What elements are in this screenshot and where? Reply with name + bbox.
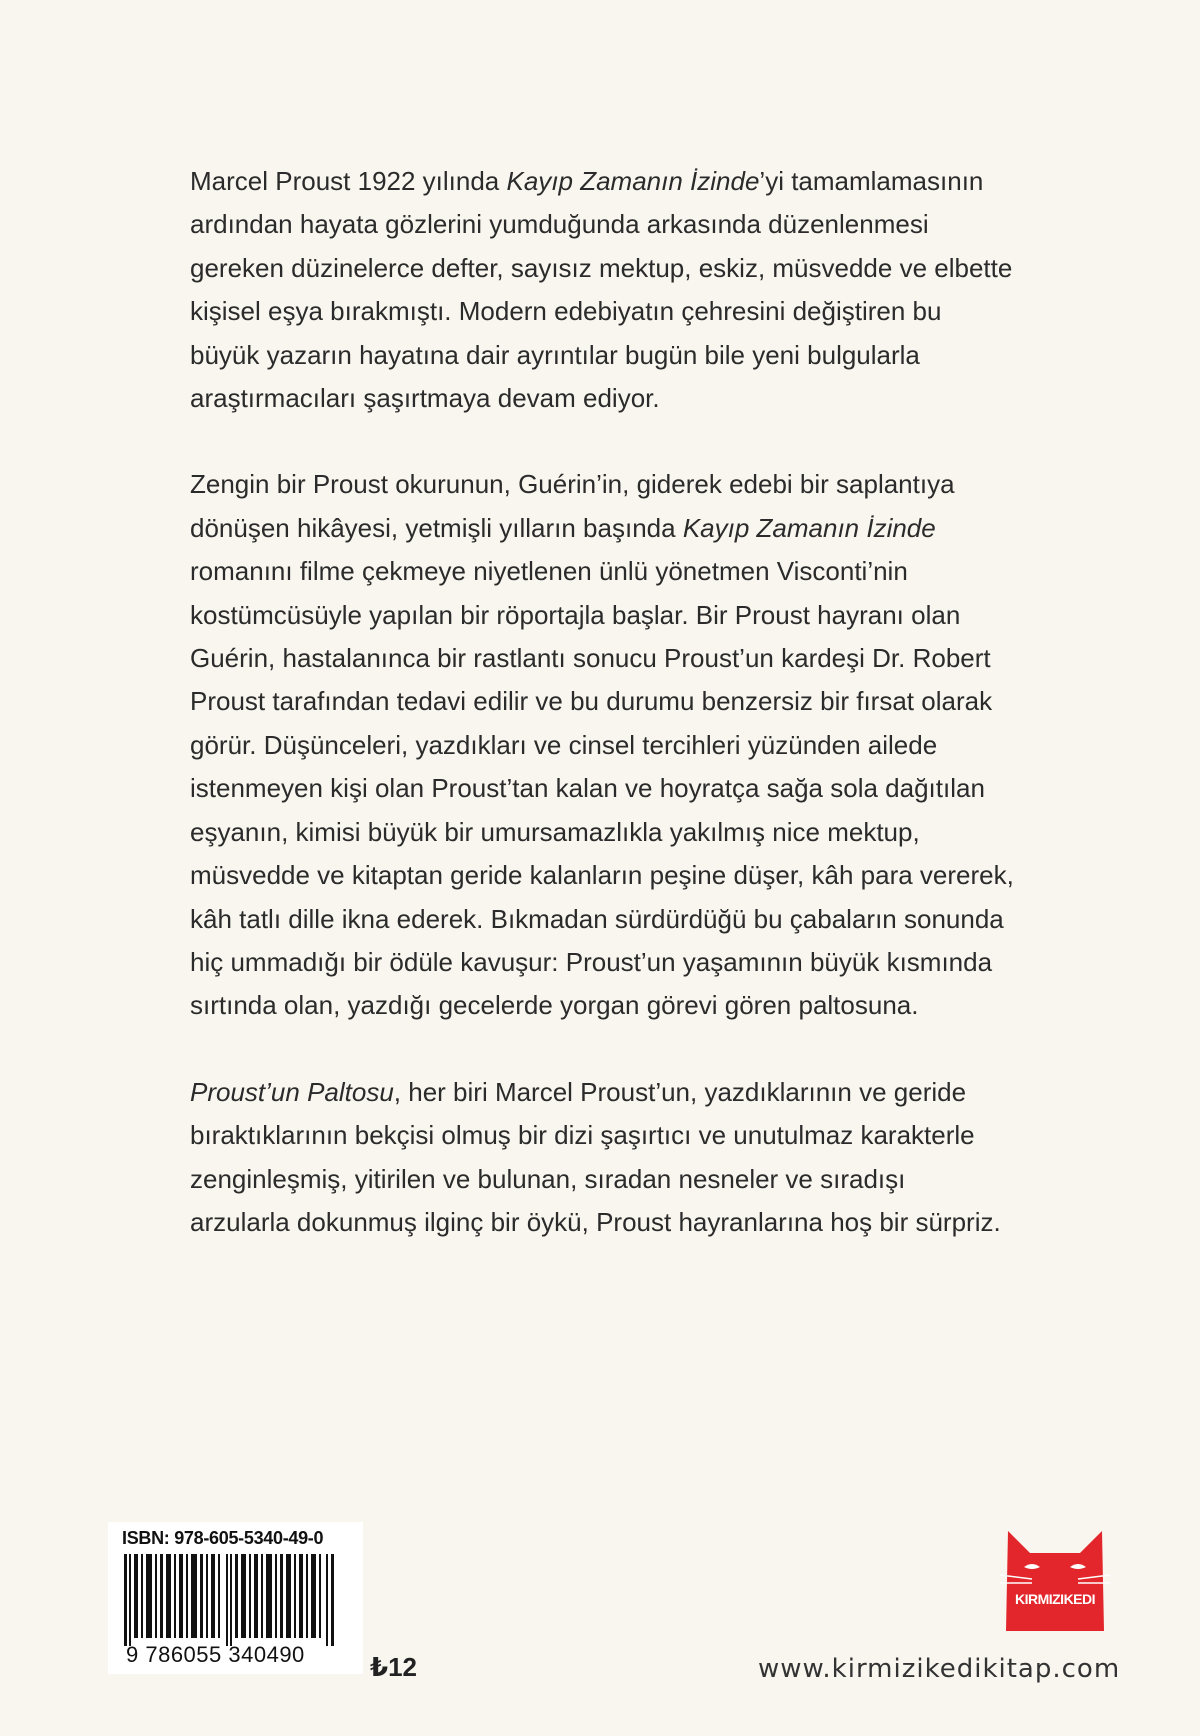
text-line: kostümcüsüyle yapılan bir röportajla başlar. Bir Proust hayranı olan	[190, 599, 961, 630]
text-line: kişisel eşya bırakmıştı. Modern edebiyatın çehresini değiştiren bu	[190, 296, 942, 327]
text-line	[190, 507, 1070, 550]
isbn-barcode	[108, 1522, 363, 1674]
book-title-italic: Kayıp Zamanın İzinde	[682, 512, 936, 543]
book-title-italic: Proust’un Paltosu	[190, 1076, 394, 1107]
text-segment: Marcel Proust 1922 yılında	[190, 166, 507, 196]
text-segment: dönüşen hikâyesi, yetmişli yılların başında	[190, 512, 683, 543]
text-line: gereken düzinelerce defter, sayısız mektup, eskiz, müsvedde ve elbette	[190, 252, 1013, 283]
isbn-label: ISBN: 978-605-5340-49-0	[122, 1528, 324, 1548]
paragraph-1	[190, 160, 1070, 420]
text-line: bıraktıklarının bekçisi olmuş bir dizi şaşırtıcı ve unutulmaz karakterle	[190, 1120, 975, 1151]
logo-text: KIRMIZIKEDI	[1014, 1591, 1096, 1607]
barcode-bars	[122, 1554, 342, 1646]
text-line: eşyanın, kimisi büyük bir umursamazlıkla yakılmış nice mektup,	[190, 816, 920, 847]
text-line: kâh tatlı dille ikna ederek. Bıkmadan sürdürdüğü bu çabaların sonunda	[190, 903, 1004, 934]
text-line: Zengin bir Proust okurunun, Guérin’in, giderek edebi bir saplantıya	[190, 469, 955, 500]
text-line	[190, 160, 1070, 203]
text-segment: , her biri Marcel Proust’un, yazdıklarının ve geride	[393, 1076, 967, 1107]
paragraph-2	[190, 463, 1070, 1027]
text-line: Guérin, hastalanınca bir rastlantı sonucu Proust’un kardeşi Dr. Robert	[190, 643, 991, 674]
price-label: ₺12	[370, 1652, 418, 1682]
text-line: hiç ummadığı bir ödüle kavuşur: Proust’un yaşamının büyük kısmında	[190, 946, 993, 977]
barcode-digits: 9 786055 340490	[126, 1642, 305, 1667]
text-line: müsvedde ve kitaptan geride kalanların peşine düşer, kâh para vererek,	[190, 860, 1014, 891]
text-line: görür. Düşünceleri, yazdıkları ve cinsel tercihleri yüzünden ailede	[190, 729, 938, 760]
text-line: araştırmacıları şaşırtmaya devam ediyor.	[190, 383, 660, 414]
book-title-italic: Kayıp Zamanın İzinde	[506, 166, 760, 196]
text-line: büyük yazarın hayatına dair ayrıntılar bugün bile yeni bulgularla	[190, 339, 920, 370]
text-line: sırtında olan, yazdığı gecelerde yorgan görevi gören paltosuna.	[190, 990, 919, 1021]
text-line: romanını filme çekmeye niyetlenen ünlü yönetmen Visconti’nin	[190, 556, 908, 587]
publisher-website: www.kirmizikedikitap.com	[758, 1654, 1121, 1684]
paragraph-3	[190, 1071, 1070, 1245]
back-cover-text	[190, 160, 1070, 1287]
text-line	[190, 1071, 1070, 1114]
text-line: zenginleşmiş, yitirilen ve bulunan, sıradan nesneler ve sıradışı	[190, 1163, 906, 1194]
text-segment: ’yi tamamlamasının	[759, 166, 984, 196]
text-line: arzularla dokunmuş ilginç bir öykü, Proust hayranlarına hoş bir sürpriz.	[190, 1206, 1001, 1237]
kirmizikedi-logo	[998, 1527, 1112, 1635]
cat-logo-icon	[998, 1527, 1112, 1635]
text-line: Proust tarafından tedavi edilir ve bu durumu benzersiz bir fırsat olarak	[190, 686, 993, 717]
text-line: ardından hayata gözlerini yumduğunda arkasında düzenlenmesi	[190, 209, 929, 240]
text-line: istenmeyen kişi olan Proust’tan kalan ve hoyratça sağa sola dağıtılan	[190, 773, 985, 804]
